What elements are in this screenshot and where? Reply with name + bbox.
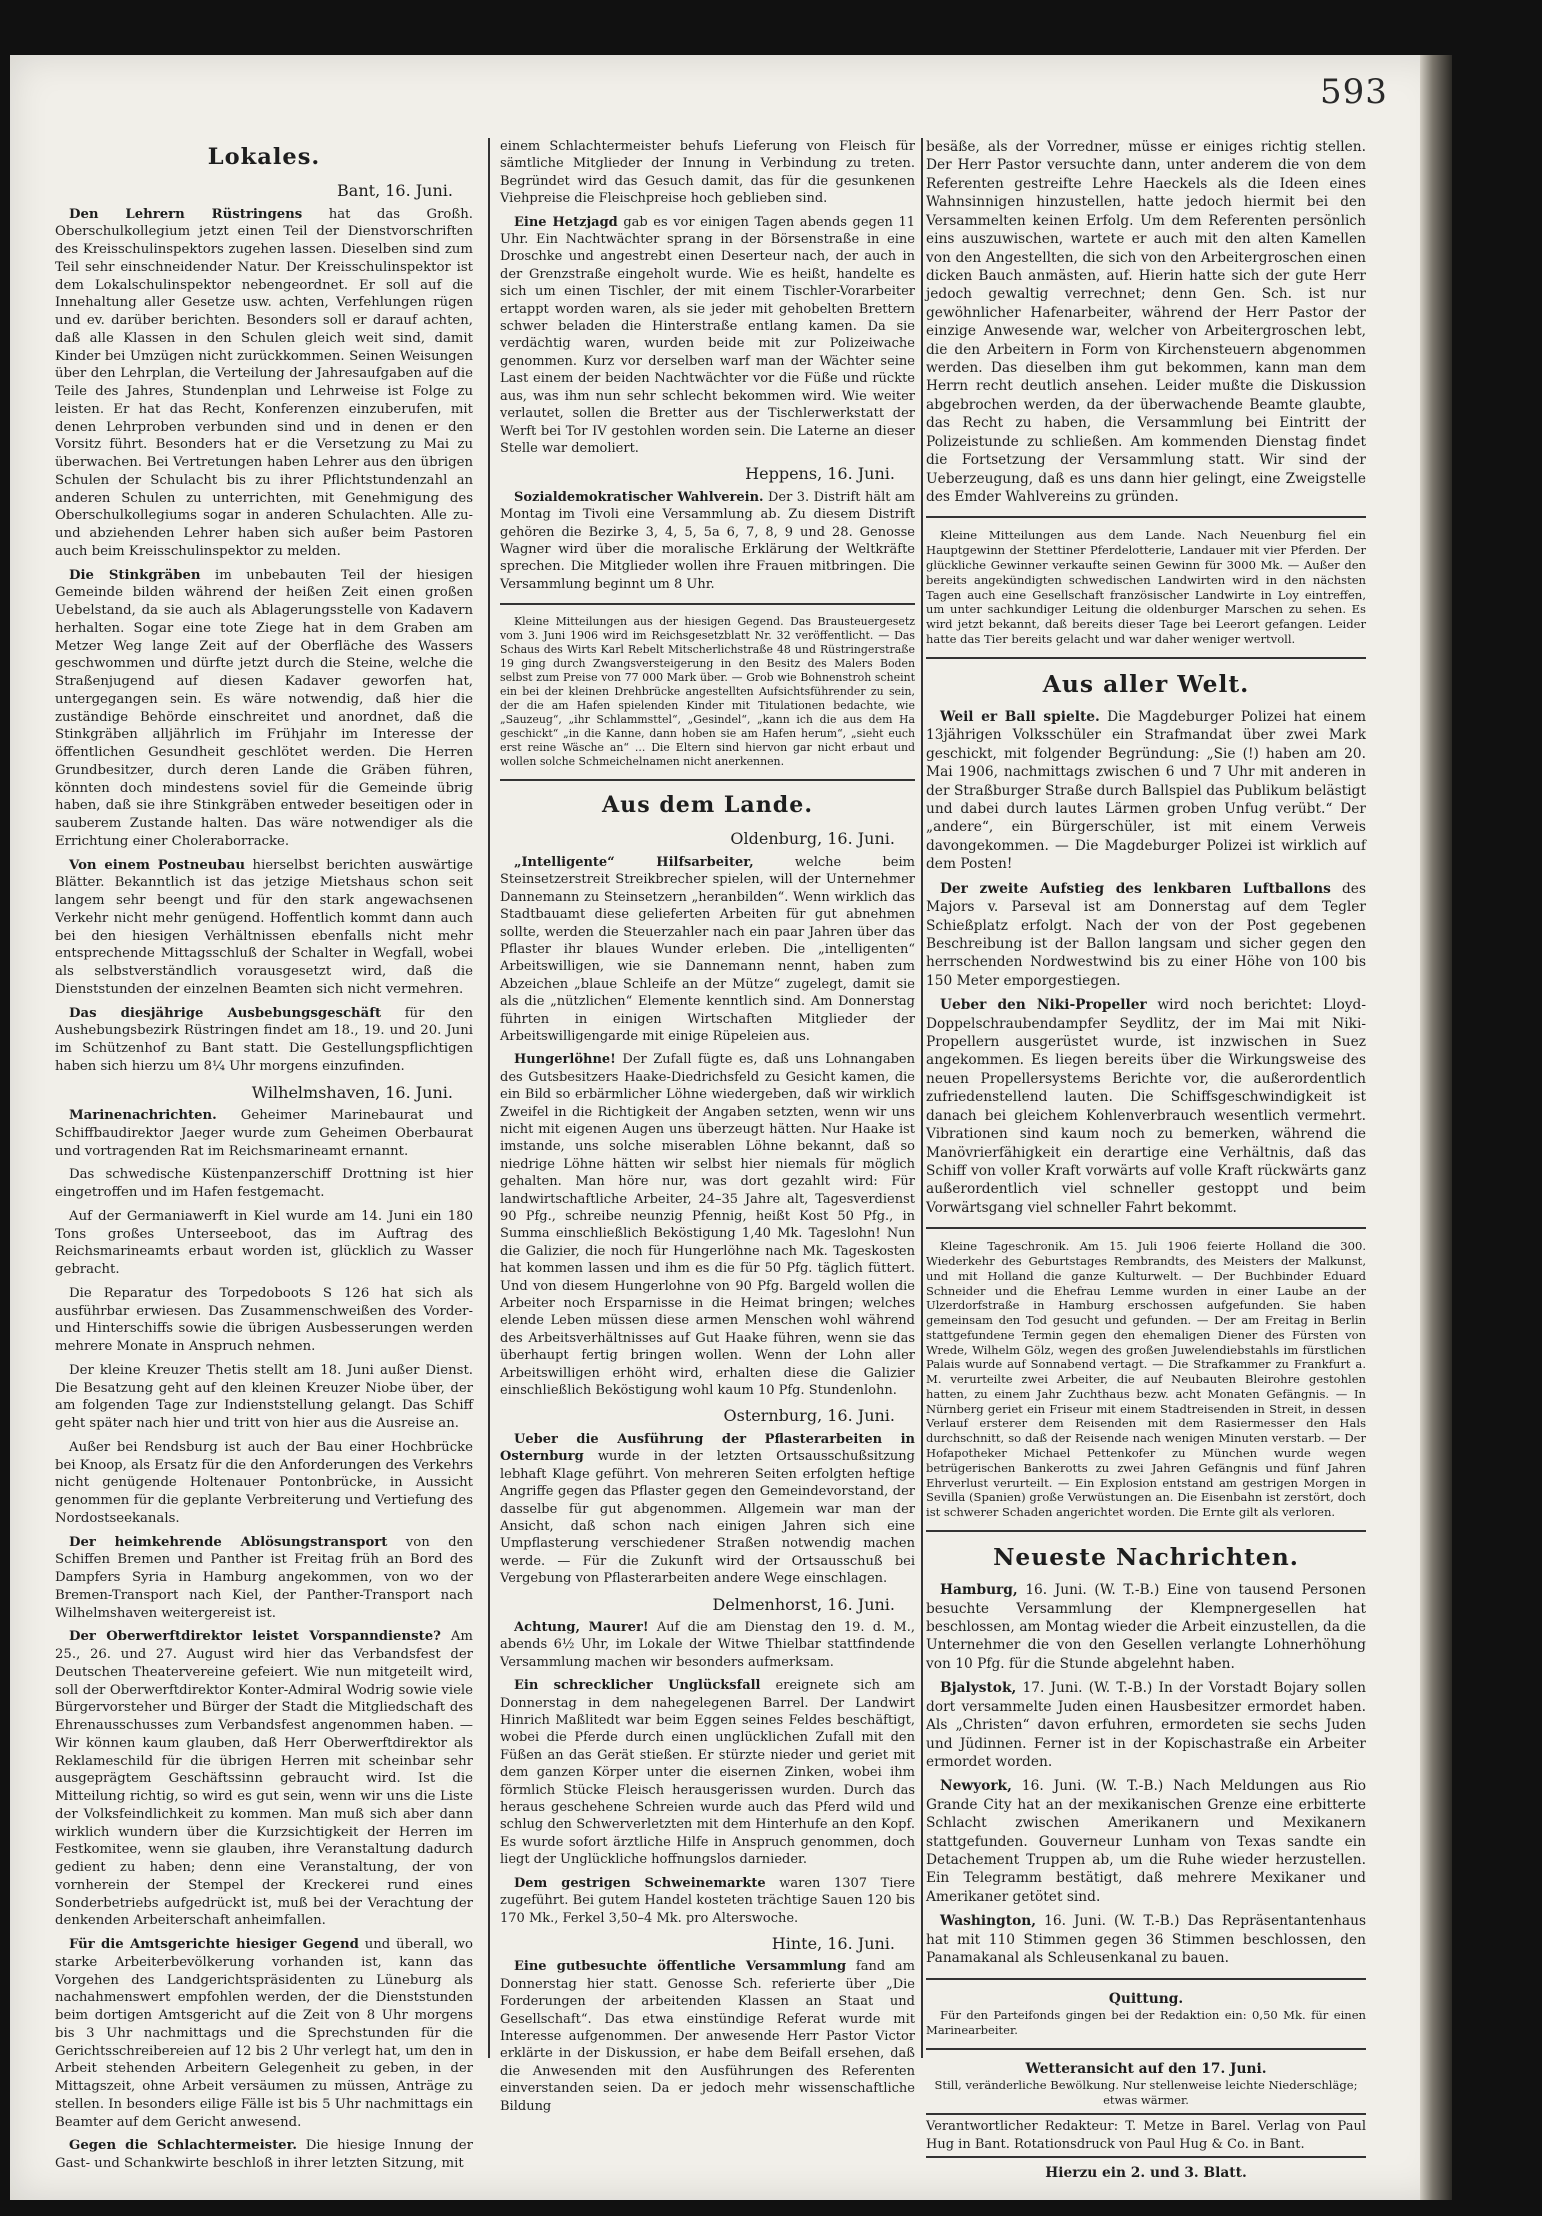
article-marine: [55, 1107, 473, 1160]
article-luftballon: [926, 880, 1366, 991]
article-schweinemarkt: [500, 1875, 915, 1927]
article-lead: Für die Amtsgerichte hiesiger Gegend: [69, 1937, 359, 1953]
section-heading-aus-aller-welt: Aus aller Welt.: [1042, 669, 1250, 698]
article-text: hat das Großh. Oberschulkollegium jetzt einen Teil der Dienstvorschriften des Kreisschulinspektors zugehen lassen. Dieselben sind zum Teil sehr einschneidender Natur. Der Kreisschulinspektor ist dem Lokalschulinspektor nebengeordnet. Er soll auf die Innehaltung aller Gesetze usw. achten, Verfehlungen rügen und ev. darüber berichten. Besonders soll er darauf achten, daß alle Klassen in den Schulen gleich weit sind, damit Kinder bei Umzügen nicht zurückkommen. Seinen Weisungen über den Lehrplan, die Verteilung der Jahresaufgaben auf die Teile des Jahres, Stundenplan und Lehrweise ist Folge zu leisten. Er hat das Recht, Konferenzen einzuberufen, mit denen Lehrproben verbunden sind und in denen er den Vorsitz führt. Besonders hat er die Versetzung zu Mai zu überwachen. Bei Vertretungen haben Lehrer aus den übrigen Schulen der Schulacht bis zu ihrer Pflichtstundenzahl an anderen Schulen zu unterrichten, mit Genehmigung des Oberschulkollegiums sogar in anderen Schulachten. Alle zu- und abziehenden Lehrer haben sich außer beim Pastoren auch beim Kreisschulinspektor zu melden.: [55, 206, 473, 559]
article-text: Der kleine Kreuzer Thetis stellt am 18. Juni außer Dienst. Die Besatzung geht auf den kleinen Kreuzer Niobe über, der am folgenden Tage zur Indienststellung gelangt. Das Schiff geht später nach hier und tritt von hier aus die Ausreise an.: [55, 1362, 473, 1432]
divider: [926, 1978, 1366, 1980]
article-lead: Bjalystok,: [940, 1680, 1017, 1697]
article-text: im unbebauten Teil der hiesigen Gemeinde bilden während der heißen Zeit einen großen Uebelstand, da sie auch als Ablagerungsstelle von Kadavern herhalten. Sogar eine tote Ziege hat in dem Graben am Metzer Weg lange Zeit auf der Oberfläche des Wassers geschwommen und dürfte jetzt durch die Steine, welche die Straßenjugend auf diesen Kadaver geworfen hat, untergegangen sein. Es wäre notwendig, daß hier die zuständige Behörde einschreitet und anordnet, daß die Stinkgräben alljährlich im Frühjahr im Interesse der öffentlichen Gesundheit geschlötet werden. Die Herren Grundbesitzer, durch deren Lande die Gräben führen, könnten doch mindestens soviel für die Gemeinde übrig haben, daß sie ihre Stinkgräben entweder beseitigen oder in sauberem Zustande halten. Das wäre notwendiger als die Errichtung einer Choleraborracke.: [55, 567, 474, 849]
article-text: welche beim Steinsetzerstreit Streikbrecher spielen, will der Unternehmer Dannemann zu Steinsetzern „heranbilden“. Wenn wirklich das Stadtbauamt diese gelieferten Arbeiten für gut abnehmen sollte, werden die Steuerzahler nach ein paar Jahren über das Pflaster ihr blaues Wunder erleben. Die „intelligenten“ Arbeitswilligen, wie sie Dannemann nennt, haben zum Abzeichen „blaue Schleife an der Mütze“ zugelegt, damit sie als die „nützlichen“ Elemente kenntlich sind. Am Donnerstag führten in einigen Wirtschaften Mitglieder der Arbeitswilligengarde mit einige Rüpeleien aus.: [500, 854, 915, 1044]
dateline: Oldenburg, 16. Juni.: [730, 829, 895, 849]
article-lead: Weil er Ball spielte.: [940, 708, 1100, 725]
page-number: 593: [1320, 72, 1388, 112]
article-text: Die Reparatur des Torpedoboots S 126 hat sich als ausführbar erwiesen. Das Zusammenschweißen des Vorder- und Hinterschiffs sowie die übrigen Ausbesserungen werden mehrere Monate in Anspruch nehmen.: [55, 1285, 473, 1355]
column-rule-1: [488, 138, 490, 2058]
small-notes: Kleine Mitteilungen aus dem Lande. Nach Neuenburg fiel ein Hauptgewinn der Stettiner Pferdelotterie, Landauer mit vier Pferden. Der glückliche Gewinner verkaufte seinen Gewinn für 3000 Mk. — Außer den bereits angekündigten schwedischen Landwirten wird in den nächsten Tagen auch eine Gesellschaft französischer Landwirte in Loy eintreffen, um unter sachkundiger Leitung die oldenburger Marschen zu sehen. Es wird jetzt bekannt, daß bereits dieser Tage bei Leerort gefangen. Leider hatte das Tier bereits gelacht und war daher weniger wertvoll.: [926, 528, 1366, 646]
dateline: Heppens, 16. Juni.: [745, 464, 895, 484]
article-text: des Majors v. Parseval ist am Donnerstag auf dem Tegler Schießplatz erfolgt. Nach der von der Post gegebenen Beschreibung ist der Ballon langsam und sicher gegen den herrschenden Nordwestwind bis zu einer Höhe von 100 bis 150 Meter emporgestiegen.: [926, 880, 1366, 989]
article-lead: Sozialdemokratischer Wahlverein.: [514, 489, 764, 505]
article-text: Das schwedische Küstenpanzerschiff Drottning ist hier eingetroffen und im Hafen festgemacht.: [55, 1167, 473, 1201]
article-ungluecksfall: [500, 1677, 915, 1868]
article-lead: Die Stinkgräben: [69, 567, 201, 583]
article-text: hierselbst berichten auswärtige Blätter. Bekanntlich ist das jetzige Mietshaus schon seit langem sehr beengt und für den stark angewachsenen Verkehr nicht mehr genügend. Hoffentlich kommt dann auch bei den hiesigen Verhältnissen ebenfalls nicht mehr entsprechende Mittagsschluß der Schalter in Wegfall, wobei als selbstverständlich vorausgesetzt wird, daß die Dienststunden der einzelnen Beamten sich nicht vermehren.: [55, 857, 473, 997]
article-text: und überall, wo starke Arbeiterbevölkerung vorhanden ist, kann das Vorgehen des Landgerichtspräsidenten zu Lüneburg als nachahmenswert empfohlen werden, der die Dienststunden beim dortigen Amtsgericht auf die Zeit von 8 Uhr morgens bis 3 Uhr nachmittags und die Sprechstunden für die Gerichtsschreibereien auf 12 bis 2 Uhr verlegt hat, um den in Arbeit stehenden Arbeitern Gelegenheit zu geben, in der Mittagszeit, ohne Arbeit versäumen zu müssen, Anträge zu stellen. In besonders eilige Fälle ist bis 5 Uhr nachmittags ein Beamter auf dem Gericht anwesend.: [55, 1937, 473, 2130]
article-text: 16. Juni. (W. T.-B.) Eine von tausend Personen besuchte Versammlung der Klempnergesellen hat beschlossen, am Montag wieder die Arbeit einzustellen, da die Unternehmer die von den Gesellen verlangte Lohnerhöhung von 10 Pfg. für die Stunde abgelehnt haben.: [926, 1582, 1366, 1672]
article-lead: Ueber den Niki-Propeller: [940, 997, 1147, 1014]
divider: [500, 779, 915, 781]
article-text: Am 25., 26. und 27. August wird hier das Verbandsfest der Deutschen Theatervereine gefeiert. Wie nun mitgeteilt wird, soll der Oberwerftdirektor Konter-Admiral Wodrig sowie viele Bürgervorsteher und Bürger der Stadt die Mitgliedschaft des Ehrenausschusses zum Verbandsfest angenommen haben. — Wir können kaum glauben, daß Herr Oberwerftdirektor als Reklameschild für die übrigen Herren mit scheinbar sehr ausgeprägtem Geschäftssinn gebraucht wird. Ist die Mitteilung richtig, so wird es gut sein, wenn wir uns die Liste der Volksfeindlichkeit zu kommen. Man muß sich aber dann wirklich wundern über die Kurzsichtigkeit der Herren im Festkomitee, wenn sie glauben, ihre Veranstaltung dadurch gedient zu haben; denn eine Veranstaltung, der von vornherein der Stempel der Kreckerei rund eines Sonderbetriebs aufgedrückt ist, muß bei der Verachtung der denkenden Arbeiterschaft anheimfallen.: [55, 1629, 473, 1929]
article-text: Die hiesige Innung der Gast- und Schankwirte beschloß in ihrer letzten Sitzung, mit: [55, 2138, 473, 2172]
column-1: [55, 138, 473, 2179]
article-text: Geheimer Marinebaurat und Schiffbaudirektor Jaeger wurde zum Geheimen Oberbaurat und vortragenden Rat im Reichsmarineamt ernannt.: [55, 1108, 474, 1159]
article-propeller: [926, 996, 1366, 1217]
article-text: 16. Juni. (W. T.-B.) Nach Meldungen aus Rio Grande City hat an der mexikanischen Grenze eine erbitterte Schlacht zwischen Amerikanern und Mexikanern stattgefunden. Gouverneur Lunham von Texas sandte ein Detachement Truppen ab, um die Ruhe wieder herzustellen. Ein Telegramm bestätigt, daß mehrere Mexikaner und Amerikaner getötet sind.: [926, 1778, 1366, 1905]
article-text: von den Schiffen Bremen und Panther ist Freitag früh an Bord des Dampfers Syria in Hamburg angekommen, von wo der Bremen-Transport nach Kiel, der Panther-Transport nach Wilhelmshaven weitergereist ist.: [55, 1534, 473, 1621]
dateline: Hinte, 16. Juni.: [771, 1933, 895, 1953]
article-text: ereignete sich am Donnerstag in dem nahegelegenen Barrel. Der Landwirt Hinrich Maßlitedt war beim Eggen seines Feldes beschäftigt, wobei die Pferde durch einen unglücklichen Zufall mit den Füßen an das Gerät stießen. Er stürzte nieder und geriet mit dem ganzen Körper unter die eisernen Zinken, wobei ihm förmlich Stücke Fleisch herausgerissen wurden. Durch das heraus geschehene Schreien wurde auch das Pferd wild und schlug den Schwerverletzten mit dem Hinterhufe an den Kopf. Es wurde sofort ärztliche Hilfe in Anspruch genommen, doch liegt der Unglückliche hoffnungslos darnieder.: [500, 1678, 916, 1868]
section-heading-lokales: Lokales.: [207, 144, 321, 170]
article-text: Die Magdeburger Polizei hat einem 13jährigen Volksschüler ein Strafmandat über zwei Mark geschickt, mit folgender Begründung: „Sie (!) haben am 20. Mai 1906, nachmittags zwischen 6 und 7 Uhr mit anderen in der Straßburger Straße durch Ballspiel das Publikum belästigt und dabei durch lautes Lärmen groben Unfug verübt.“ Der „andere“, ein Bürgerschüler, ist mit einem Verweis davongekommen. — Die Magdeburger Polizei ist wirklich auf dem Posten!: [926, 708, 1367, 873]
article-hamburg: [926, 1581, 1366, 1673]
article-lead: Hungerlöhne!: [514, 1052, 616, 1068]
dateline: Bant, 16. Juni.: [337, 181, 453, 201]
section-heading-aus-dem-lande: Aus dem Lande.: [601, 791, 814, 818]
article-text: einem Schlachtermeister behufs Lieferung von Fleisch für sämtliche Mitglieder der Innung in Verbindung zu treten. Begründet wird das Gesuch damit, das für die gesunkenen Viehpreise die Fleischpreise hoch geblieben sind.: [500, 139, 915, 207]
article-text: wird noch berichtet: Lloyd-Doppelschraubendampfer Seydlitz, der im Mai mit Niki-Propellern ausgerüstet wurde, ist inzwischen in Suez angekommen. Es liegen bereits über die Wirkungsweise des neuen Propellersystems Berichte vor, die außerordentlich zufriedenstellend lauten. Die Schiffsgeschwindigkeit ist danach bei gleichem Kohlenverbrauch wesentlich vermehrt. Vibrationen sind kaum noch zu bemerken, während die Manövrierfähigkeit ein derartige eine Verhältnis, daß das Schiff von voller Kraft vorwärts auf volle Kraft rückwärts ganz außerordentlich viel schneller gestoppt und beim Vorwärtsgang viel schneller Fahrt bekommt.: [926, 997, 1366, 1216]
article-lead: Den Lehrern Rüstringens: [69, 206, 303, 222]
article-text: Außer bei Rendsburg ist auch der Bau einer Hochbrücke bei Knoop, als Ersatz für die den Anforderungen des Verkehrs nicht genügende Holtenauer Pontonbrücke, in Aussicht genommen für die geplante Verbreiterung und Vertiefung des Nordostseekanals.: [55, 1439, 473, 1526]
article-ballspiel: [926, 708, 1366, 874]
column-2: [500, 138, 915, 2121]
divider: [926, 657, 1366, 659]
column-3: [926, 138, 1366, 2183]
article-text: für den Aushebungsbezirk Rüstringen findet am 18., 19. und 20. Juni im Schützenhof zu Bant statt. Die Gestellungspflichtigen haben sich hierzu um 8¼ Uhr morgens einzufinden.: [55, 1005, 473, 1074]
article-washington: [926, 1912, 1366, 1967]
dateline: Wilhelmshaven, 16. Juni.: [251, 1082, 453, 1102]
column-rule-2: [921, 138, 923, 2058]
article-text: besäße, als der Vorredner, müsse er einiges richtig stellen. Der Herr Pastor versuchte dann, unter anderem die von dem Referenten gestreifte Lehre Haeckels als die Ideen eines Wahnsinnigen hinzustellen, hatte jedoch hiermit bei den Versammelten keinen Erfolg. Um dem Referenten persönlich eins auszuwischen, wartete er auch mit den alten Kamellen von den Angestellten, die sich von den Arbeitergroschen einen dicken Bauch anmästen, auf. Hierin hatte sich der gute Herr jedoch gewaltig verrechnet; denn Gen. Sch. ist nur gewöhnlicher Hafenarbeiter, während der Herr Pastor der einzige Anwesende war, welcher von Arbeitergroschen lebt, die den Arbeitern in Form von Kirchensteuern abgenommen werden. Das dieselben ihm gut bekommen, kann man dem Herrn recht deutlich ansehen. Leider mußte die Diskussion abgebrochen werden, da der überwachende Beamte glaubte, das Recht zu haben, die Versammlung bei Eintritt der Polizeistunde zu schließen. Am kommenden Dienstag findet die Fortsetzung der Versammlung statt. Wir sind der Ueberzeugung, daß es uns dann hier gelingt, eine Zweigstelle des Emder Wahlvereins zu gründen.: [926, 139, 1366, 506]
article-postneubau: [55, 857, 473, 999]
article-newyork: [926, 1777, 1366, 1906]
article-schlachtermeister: [55, 2137, 473, 2173]
article-lead: Newyork,: [940, 1778, 1012, 1795]
article-maurer: [500, 1619, 915, 1671]
article-lead: Achtung, Maurer!: [514, 1620, 649, 1635]
article-text: Auf die am Dienstag den 19. d. M., abends 6½ Uhr, im Lokale der Witwe Thielbar stattfindende Versammlung machen wir besonders aufmerksam.: [500, 1620, 915, 1670]
article-oberwerft: [55, 1628, 473, 1930]
article-lead: „Intelligente“ Hilfsarbeiter,: [514, 854, 754, 870]
article-lead: Ein schrecklicher Unglücksfall: [514, 1678, 761, 1694]
divider: [926, 1227, 1366, 1229]
article-text: Der Zufall fügte es, daß uns Lohnangaben des Gutsbesitzers Haake-Diedrichsfeld zu Gesicht kamen, die ein Bild so erbärmlicher Löhne wiedergeben, daß wir wirklich Zweifel in die Richtigkeit der Angaben setzten, wenn wir uns nicht mit eigenen Augen uns überzeugt hätten. Nur Haake ist imstande, uns solche miserablen Löhne bekannt, daß so niedrige Löhne hätten wir selbst hier niemals für möglich gehalten. Man höre nur, was dort gezahlt wird: Für landwirtschaftliche Arbeiter, 24–35 Jahre alt, Tagesverdienst 90 Pfg., schreibe neunzig Pfennig, heißt Kost 50 Pfg., in Summa einschließlich Beköstigung 1,40 Mk. Tageslohn! Nun die Galizier, die noch für Hungerlöhne nach Mk. Tageskosten hat kommen lassen und ihm es die für 50 Pfg. täglich füttert. Und von diesem Hungerlohne von 90 Pfg. Bargeld wollen die Arbeiter noch Ersparnisse in die Heimat bringen; welches elende Leben müssen diese armen Menschen wohl während des Arbeitsverhältnisses auf Gut Haake führen, wenn sie das überhaupt fertig bringen wollen. Wenn der Lohn aller Arbeitswilligen erhöht wird, erhalten diese die Galizier einschließlich Beköstigung wohl kaum 10 Pfg. Stundenlohn.: [500, 1052, 915, 1399]
article-lead: Gegen die Schlachtermeister.: [69, 2138, 297, 2154]
article-pflaster: [500, 1431, 915, 1588]
article-stinkgraeben: [55, 567, 473, 851]
imprint: Verantwortlicher Redakteur: T. Metze in Barel. Verlag von Paul Hug in Bant. Rotationsdruck von Paul Hug & Co. in Bant.: [926, 2113, 1366, 2158]
article-lead: Der Oberwerftdirektor leistet Vorspanndienste?: [69, 1629, 441, 1645]
article-lead: Ueber die Ausführung der Pflasterarbeiten in Osternburg: [500, 1431, 915, 1465]
article-text: Auf der Germaniawerft in Kiel wurde am 14. Juni ein 180 Tons großes Unterseeboot, das im Auftrag des Reichsmarineamts erbaut worden ist, glücklich zu Wasser gebracht.: [55, 1208, 473, 1278]
article-text: fand am Donnerstag hier statt. Genosse Sch. referierte über „Die Forderungen der arbeitenden Klassen an Staat und Gesellschaft“. Das etwa einstündige Referat wurde mit Interesse aufgenommen. Der anwesende Herr Pastor Victor erklärte in der Diskussion, er habe dem Beifall ersehen, daß die Anwesenden mit den Ausführungen des Referenten einverstanden seien. Da er jedoch mehr wissenschaftliche Bildung: [500, 1959, 916, 2114]
supplement-note: Hierzu ein 2. und 3. Blatt.: [1045, 2165, 1247, 2182]
quittung-heading: Quittung.: [1108, 1990, 1184, 2007]
article-lead: Hamburg,: [940, 1582, 1018, 1599]
quittung-text: Für den Parteifonds gingen bei der Redaktion ein: 0,50 Mk. für einen Marinearbeiter.: [926, 2007, 1366, 2037]
article-text: waren 1307 Tiere zugeführt. Bei gutem Handel kosteten trächtige Sauen 120 bis 170 Mk., Ferkel 3,50–4 Mk. pro Alterswoche.: [500, 1875, 916, 1926]
divider: [926, 2048, 1366, 2050]
small-notes: Kleine Tageschronik. Am 15. Juli 1906 feierte Holland die 300. Wiederkehr des Geburtstages Rembrandts, des Meisters der Malkunst, und mit Holland die ganze Kulturwelt. — Der Buchbinder Eduard Schneider und die Ehefrau Lemme wurden in einer Laube an der Ulzerdorfstraße in Hamburg erschossen aufgefunden. Sie haben gemeinsam den Tod gesucht und gefunden. — Der am Freitag in Berlin stattgefundene Termin gegen den ehemaligen Diener des Fürsten von Wrede, Wilhelm Gölz, wegen des großen Juwelendiebstahls im fürstlichen Palais wurde auf Sonnabend vertagt. — Die Strafkammer zu Frankfurt a. M. verurteilte zwei Arbeiter, die auf Neubauten Bleirohre gestohlen hatten, zu einem Jahr Zuchthaus bezw. acht Monaten Gefängnis. — In Nürnberg geriet ein Friseur mit einem Stadtreisenden in Streit, in dessen Verlauf ersterer dem Reisenden mit dem Rasiermesser den Hals durchschnitt, so daß der Reisende nach wenigen Minuten verstarb. — Der Hofapotheker Michael Pettenkofer zu München wurde wegen betrügerischen Bankerotts zu zwei Jahren Gefängnis und fünf Jahren Ehrverlust verurteilt. — Ein Explosion entstand am gestrigen Morgen in Sevilla (Spanien) große Verwüstungen an. Die Eisenbahn ist zerstört, doch ist schwerer Schaden angerichtet worden. Die Ernte gilt als verloren.: [926, 1239, 1366, 1520]
article-hungerloehne: [500, 1051, 915, 1399]
article-aushebung: [55, 1005, 473, 1076]
article-lead: Der zweite Aufstieg des lenkbaren Luftballons: [940, 880, 1331, 897]
dateline: Osternburg, 16. Juni.: [723, 1406, 895, 1426]
weather-text: Still, veränderliche Bewölkung. Nur stellenweise leichte Niederschläge; etwas wärmer.: [934, 2077, 1358, 2107]
divider: [926, 516, 1366, 518]
article-teachers: [55, 206, 473, 561]
article-lead: Von einem Postneubau: [69, 857, 245, 873]
divider: [926, 1530, 1366, 1532]
article-lead: Eine gutbesuchte öffentliche Versammlung: [514, 1959, 847, 1975]
binding-spine: [1420, 55, 1452, 2200]
article-lead: Washington,: [940, 1913, 1037, 1930]
article-text: Der 3. Distrift hält am Montag im Tivoli eine Versammlung ab. Zu diesem Distrift gehören die Bezirke 3, 4, 5, 5a 6, 7, 8, 9 und 28. Genosse Wagner wird über die moralische Erklärung der Weltkräfte sprechen. Die Mitglieder wollen ihre Frauen mitbringen. Die Versammlung beginnt um 8 Uhr.: [500, 489, 915, 592]
article-text: wurde in der letzten Ortsausschußsitzung lebhaft Klage geführt. Von mehreren Seiten erfolgten heftige Angriffe gegen das Pflaster gegen den Gemeindevorstand, der dasselbe für gut abgenommen. Allgemein war man der Ansicht, daß schon nach einigen Jahren sich eine Umpflasterung verschiedener Straßen notwendig machen werde. — Für die Zukunft wird der Ortsausschuß bei Vergebung von Pflasterarbeiten andere Wege einschlagen.: [500, 1449, 915, 1587]
article-lead: Marinenachrichten.: [69, 1108, 217, 1124]
article-transport: [55, 1534, 473, 1623]
article-lead: Eine Hetzjagd: [514, 214, 618, 230]
article-versammlung: [500, 1958, 915, 2115]
small-notes: Kleine Mitteilungen aus der hiesigen Gegend. Das Brausteuergesetz vom 3. Juni 1906 wird im Reichsgesetzblatt Nr. 32 veröffentlicht. — Das Schaus des Wirts Karl Rebelt Mitscherlichstraße 48 und Rüstringerstraße 19 ging durch Zwangsversteigerung in den Besitz des Malers Boden selbst zum Preise von 77 000 Mark über. — Grob wie Bohnenstroh scheint ein bei der kleinen Drehbrücke angestellten Aufsichtsführender zu sein, der die am Hafen spielenden Kinder mit Titulationen bedachte, wie „Sauzeug“, „ihr Schlammsttel“, „Gesindel“, „kann ich die aus dem Ha geschickt“ „in die Kanne, dann hoben sie am Hafen herum“, „sieht euch erst reine Wäsche an“ ... Die Eltern sind hiervon gar nicht erbaut und wollen solche Schmeichelnamen nicht anerkennen.: [500, 615, 915, 768]
article-text: 17. Juni. (W. T.-B.) In der Vorstadt Bojary sollen dort versammelte Juden einen Hausbesitzer ermordet haben. Als „Christen“ davon erfuhren, ermordeten sie sechs Juden und Jüdinnen. Ferner ist in der Kopischastraße ein Arbeiter ermordet worden.: [926, 1680, 1366, 1770]
article-bjalystok: [926, 1679, 1366, 1771]
weather-heading: Wetteransicht auf den 17. Juni.: [1025, 2060, 1267, 2077]
dateline: Delmenhorst, 16. Juni.: [712, 1594, 895, 1614]
article-text: 16. Juni. (W. T.-B.) Das Repräsentantenhaus hat mit 110 Stimmen gegen 36 Stimmen beschlossen, den Panamakanal als Schleusenkanal zu bauen.: [926, 1913, 1366, 1967]
article-text: gab es vor einigen Tagen abends gegen 11 Uhr. Ein Nachtwächter sprang in der Börsenstraße in eine Droschke und angestrebt einen Deserteur nach, der auch in der Grenzstraße eingeholt wurde. Wie es heißt, handelte es sich um einen Tischler, der mit einem Tischler-Vorarbeiter ertappt worden waren, als sie jeder mit gehobelten Brettern schwer beladen die Hinterstraße entlang kamen. Da sie verdächtig waren, wurden beide mit zur Polizeiwache genommen. Kurz vor derselben warf man der Wächter seine Last einem der beiden Nachtwächter vor die Füße und rückte aus, was ihm nun sehr schlecht bekommen wird. Wie weiter verlautet, sollen die Bretter aus der Tischlerwerkstatt der Werft bei Tor IV gestohlen worden sein. Die Laterne an dieser Stelle war demoliert.: [500, 214, 915, 456]
divider: [500, 603, 915, 605]
article-amtsgerichte: [55, 1936, 473, 2131]
section-heading-neueste-nachrichten: Neueste Nachrichten.: [993, 1542, 1299, 1571]
article-hilfsarbeiter: [500, 854, 915, 1045]
article-wahlverein: [500, 489, 915, 593]
article-lead: Dem gestrigen Schweinemarkte: [514, 1875, 766, 1891]
article-lead: Das diesjährige Ausbebungsgeschäft: [69, 1005, 382, 1021]
article-hetzjagd: [500, 214, 915, 458]
article-lead: Der heimkehrende Ablösungstransport: [69, 1534, 388, 1550]
